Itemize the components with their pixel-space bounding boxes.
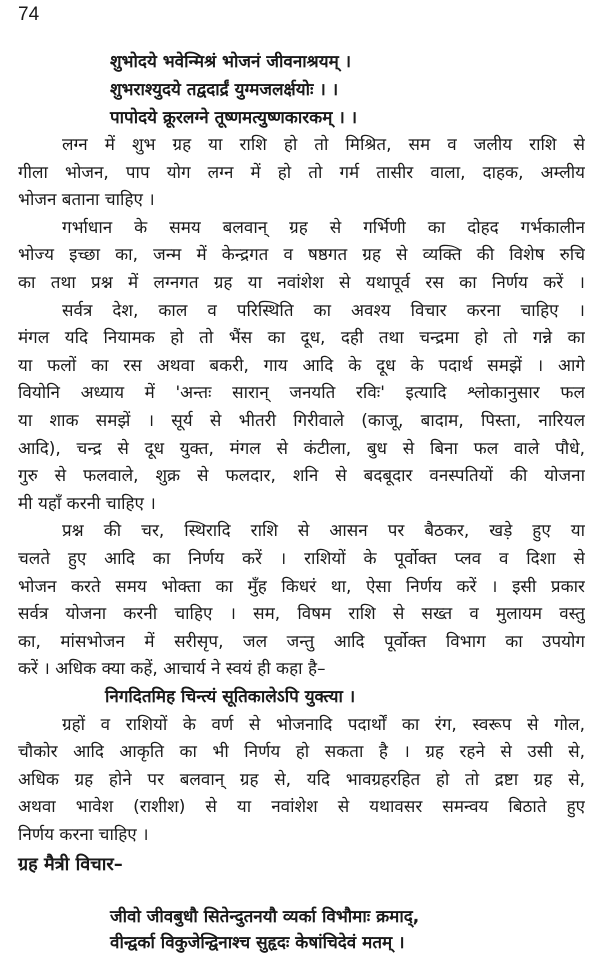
paragraph-line: या शाक समझें । सूर्य से भीतरी गिरीवाले (काजू, बादाम, पिस्ता, नारियल bbox=[18, 411, 585, 431]
paragraph-line: अथवा भावेश (राशीश) से या नवांशेश से यथावसर समन्वय बिठाते हुए bbox=[18, 797, 585, 818]
paragraph-line: गुरु से फलवाले, शुक्र से फलदार, शनि से बदबूदार वनस्पतियों की योजना bbox=[18, 466, 585, 487]
paragraph-line: मी यहाँ करनी चाहिए । bbox=[18, 493, 156, 514]
verse-line: शुभोदये भवेन्मिश्रं भोजनं जीवनाश्रयम् । bbox=[110, 52, 352, 72]
paragraph-line: भोजन बताना चाहिए । bbox=[18, 190, 155, 211]
paragraph-line: चौकोर आदि आकृति का भी निर्णय हो सकता है । ग्रह रहने से उसी से, bbox=[18, 742, 585, 763]
paragraph-line: भोज्य इच्छा का, जन्म में केन्द्रगत व षष्ठगत ग्रह से व्यक्ति की विशेष रुचि bbox=[18, 245, 585, 266]
paragraph-line: ग्रहों व राशियों के वर्ण से भोजनादि पदार्थों का रंग, स्वरूप से गोल, bbox=[62, 714, 585, 735]
paragraph-line: आदि), चन्द्र से दूध युक्त, मंगल से कंटीला, बुध से बिना फल वाले पौधे, bbox=[18, 438, 585, 459]
paragraph-line: सर्वत्र योजना करनी चाहिए । सम, विषम राशि से सख्त व मुलायम वस्तु bbox=[18, 604, 585, 625]
paragraph-line: चलते हुए आदि का निर्णय करें । राशियों के पूर्वोक्त प्लव व दिशा से bbox=[18, 549, 585, 569]
paragraph-line: का तथा प्रश्न में लग्नगत ग्रह या नवांशेश से यथापूर्व रस का निर्णय करें । bbox=[18, 273, 585, 293]
paragraph-line: या फलों का रस अथवा बकरी, गाय आदि के दूध के पदार्थ समझें । आगे bbox=[18, 355, 585, 376]
paragraph-line: सर्वत्र देश, काल व परिस्थिति का अवश्य विचार करना चाहिए । bbox=[62, 300, 585, 321]
paragraph-line: वियोनि अध्याय में 'अन्तः सारान् जनयति रविः' इत्यादि श्लोकानुसार फल bbox=[18, 383, 585, 404]
paragraph-line: गर्भाधान के समय बलवान् ग्रह से गर्भिणी का दोहद गर्भकालीन bbox=[62, 217, 585, 238]
verse-line: जीवो जीवबुधौ सितेन्दुतनयौ व्यर्का विभौमाः क्रमाद्, bbox=[110, 907, 420, 927]
paragraph-line: अधिक ग्रह होने पर बलवान् ग्रह से, यदि भावग्रहरहित हो तो द्रष्टा ग्रह से, bbox=[18, 769, 585, 790]
verse-line: पापोदये क्रूरलग्ने तूष्णमत्युष्णकारकम् । । bbox=[110, 108, 358, 128]
paragraph-line: प्रश्न की चर, स्थिरादि राशि से आसन पर बैठकर, खड़े हुए या bbox=[62, 521, 585, 542]
page-number: 74 bbox=[18, 4, 40, 25]
paragraph-line: निर्णय करना चाहिए । bbox=[18, 825, 149, 845]
verse-line: निगदितमिह चिन्त्यं सूतिकालेऽपि युक्त्या । bbox=[105, 687, 356, 707]
paragraph-line: भोजन करते समय भोक्ता का मुँह किधरं था, ऐसा निर्णय करें । इसी प्रकार bbox=[18, 576, 585, 597]
verse-line: वीन्द्वर्का विकुजेन्द्विनाश्च सुहृदः केषांचिदेवं मतम् । bbox=[110, 933, 405, 953]
verse-line: शुभराश्युदये तद्वदार्द्रं युग्मजलर्क्षयोः । । bbox=[110, 80, 339, 100]
paragraph-line: मंगल यदि नियामक हो तो भैंस का दूध, दही तथा चन्द्रमा हो तो गन्ने का bbox=[18, 328, 585, 349]
paragraph-line: का, मांसभोजन में सरीसृप, जल जन्तु आदि पूर्वोक्त विभाग का उपयोग bbox=[18, 631, 585, 652]
paragraph-line: गीला भोजन, पाप योग लग्न में हो तो गर्म तासीर वाला, दाहक, अम्लीय bbox=[18, 162, 585, 183]
section-heading: ग्रह मैत्री विचार– bbox=[18, 854, 123, 875]
paragraph-line: लग्न में शुभ ग्रह या राशि हो तो मिश्रित, सम व जलीय राशि से bbox=[62, 135, 585, 155]
paragraph-line: करें । अधिक क्या कहें, आचार्य ने स्वयं ही कहा है– bbox=[18, 659, 326, 680]
